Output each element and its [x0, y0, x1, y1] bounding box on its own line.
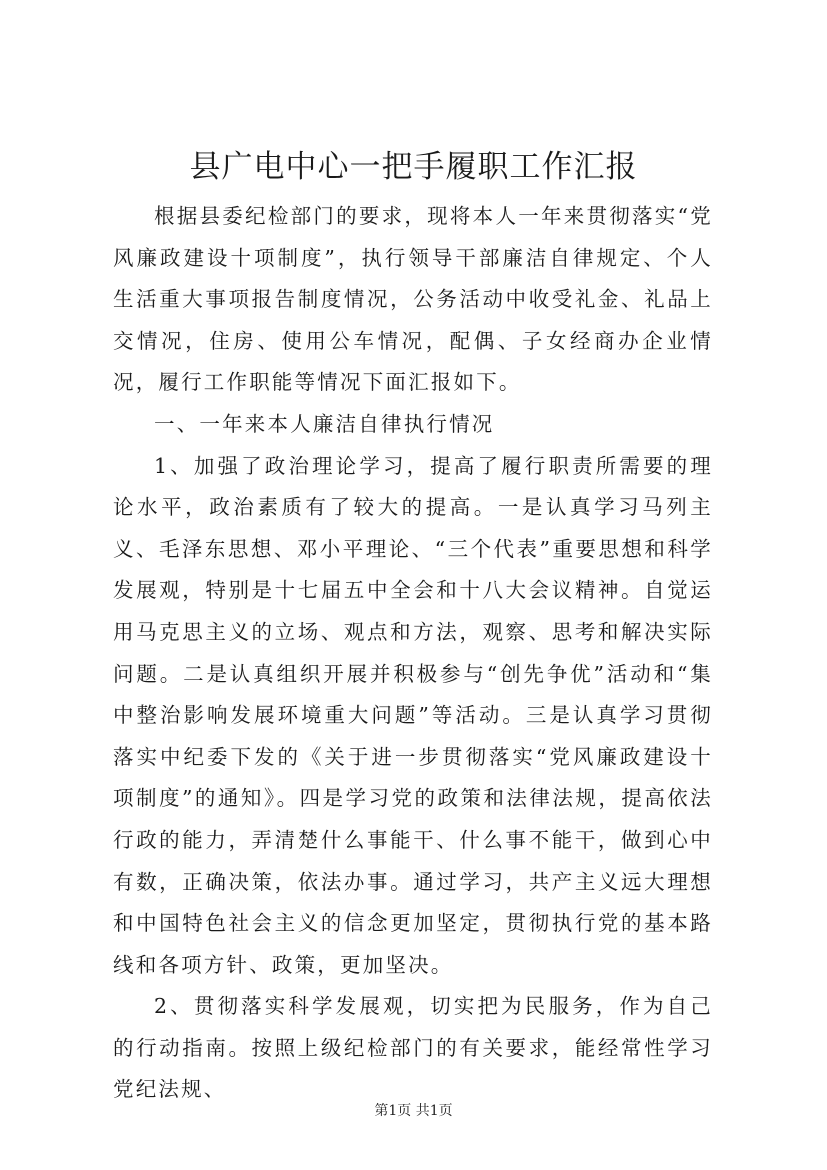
- document-body: [113, 196, 713, 1111]
- section-heading: 一、一年来本人廉洁自律执行情况: [154, 411, 495, 436]
- page-footer: 第1页 共1页: [374, 1103, 453, 1119]
- intro-paragraph: 根据县委纪检部门的要求，现将本人一年来贯彻落实“党风廉政建设十项制度”，执行领导干部廉洁自律规定、个人生活重大事项报告制度情况，公务活动中收受礼金、礼品上交情况，住房、使用公车情况，配偶、子女经商办企业情况，履行工作职能等情况下面汇报如下。: [113, 204, 713, 395]
- body-paragraph: 2、贯彻落实科学发展观，切实把为民服务，作为自己的行动指南。按照上级纪检部门的有关要求，能经常性学习党纪法规、: [113, 994, 713, 1102]
- document-title: 县广电中心一把手履职工作汇报: [189, 149, 638, 185]
- body-paragraph: 1、加强了政治理论学习，提高了履行职责所需要的理论水平，政治素质有了较大的提高。一是认真学习马列主义、毛泽东思想、邓小平理论、“三个代表”重要思想和科学发展观，特别是十七届五中全会和十八大会议精神。自觉运用马克思主义的立场、观点和方法，观察、思考和解决实际问题。二是认真组织开展并积极参与“创先争优”活动和“集中整治影响发展环境重大问题”等活动。三是认真学习贯彻落实中纪委下发的《关于进一步贯彻落实“党风廉政建设十项制度”的通知》。四是学习党的政策和法律法规，提高依法行政的能力，弄清楚什么事能干、什么事不能干，做到心中有数，正确决策，依法办事。通过学习，共产主义远大理想和中国特色社会主义的信念更加坚定，贯彻执行党的基本路线和各项方针、政策，更加坚决。: [113, 453, 713, 977]
